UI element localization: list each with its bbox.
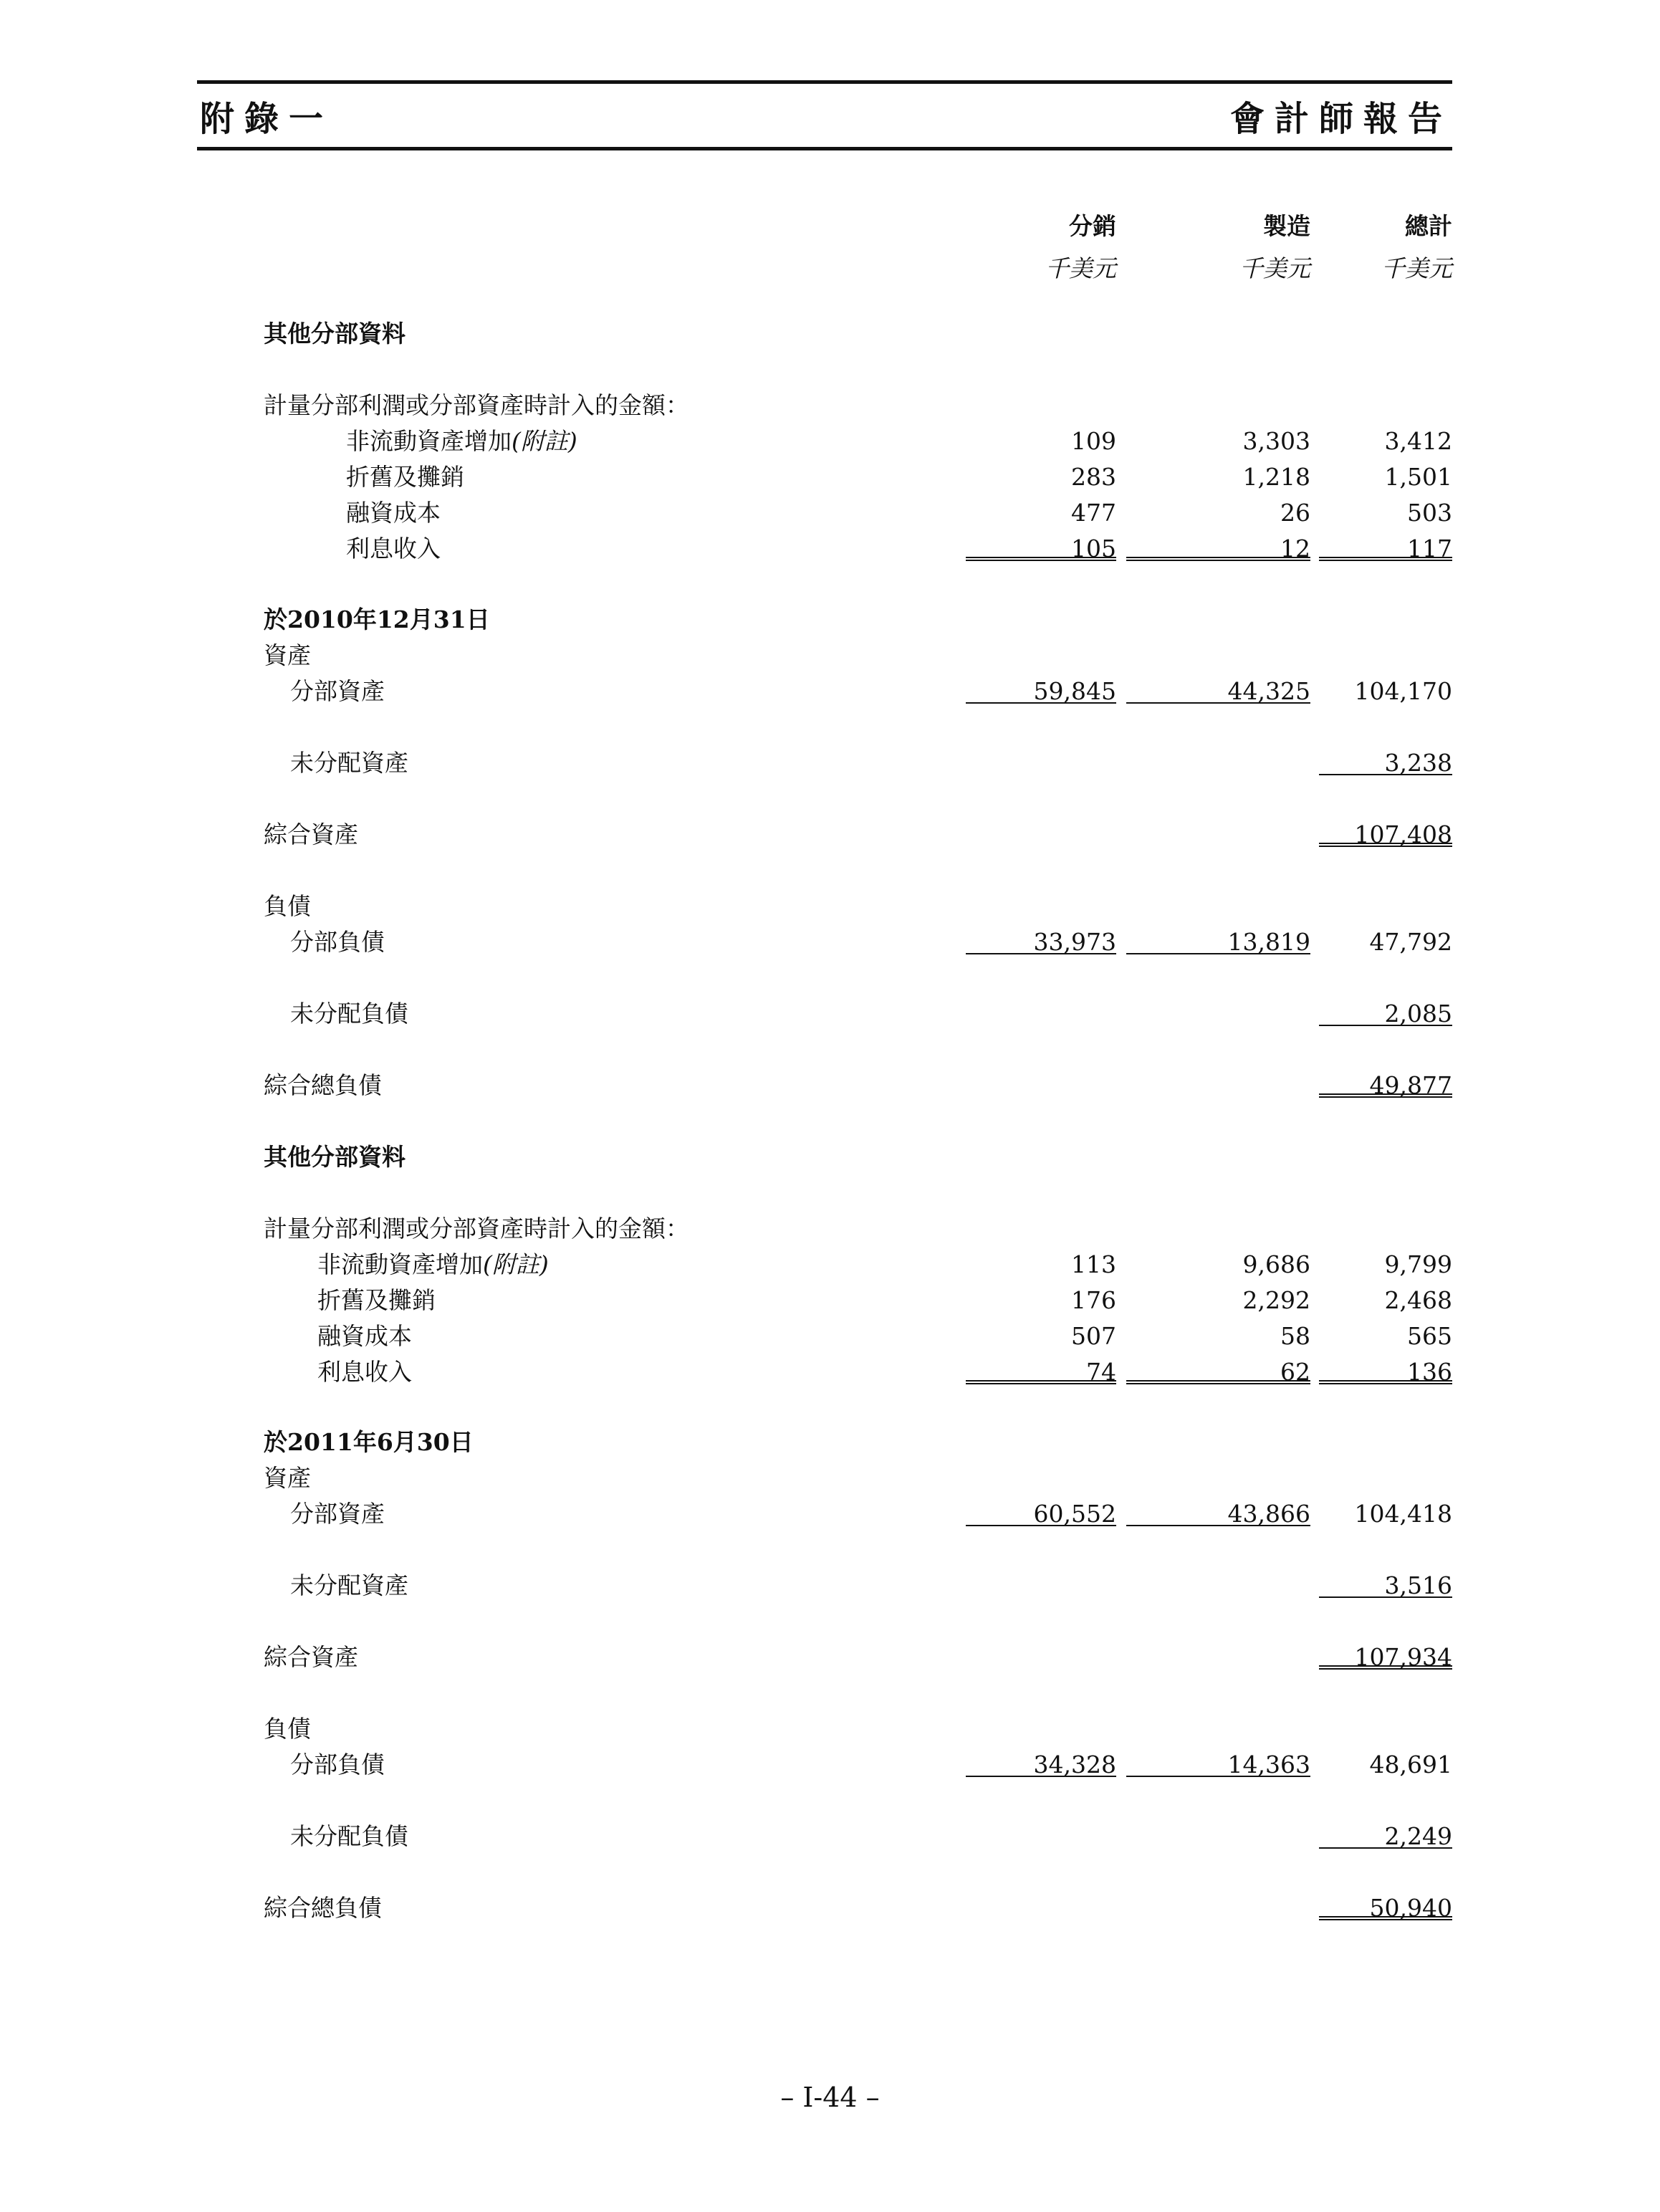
table-row [0,1747,1660,1783]
value-manufacturing: 62 [1126,1354,1310,1384]
value-total: 48,691 [1369,1751,1452,1778]
table-row [0,1496,1660,1532]
value-total: 3,516 [1319,1568,1452,1598]
table-row [0,495,1660,531]
value-distribution: 34,328 [966,1747,1116,1777]
value-manufacturing: 12 [1126,531,1310,561]
row-label: 分部資產 [290,677,385,705]
column-title: 製造 [1263,212,1310,240]
liabilities-heading [0,1711,1660,1747]
row-note: (附註) [512,427,577,455]
value-total: 47,792 [1369,928,1452,956]
table-row [0,1568,1660,1604]
value-distribution: 176 [1071,1286,1116,1314]
row-label: 未分配負債 [290,1000,408,1028]
value-distribution: 33,973 [966,924,1116,954]
row-note: (附註) [483,1250,549,1278]
value-manufacturing: 3,303 [1242,427,1310,455]
value-total: 49,877 [1319,1068,1452,1098]
section-heading [0,316,1660,352]
date-heading [0,602,1660,638]
table-row [0,924,1660,960]
row-label: 融資成本 [346,499,441,527]
value-total: 2,468 [1384,1286,1452,1314]
row-label: 綜合資產 [264,820,358,848]
table-row [0,1890,1660,1926]
column-unit: 千美元 [1381,254,1452,282]
value-manufacturing: 2,292 [1242,1286,1310,1314]
value-total: 565 [1407,1322,1452,1350]
value-total: 2,085 [1319,996,1452,1026]
row-label: 利息收入 [317,1358,412,1386]
value-distribution: 113 [1071,1250,1116,1278]
table-row [0,531,1660,567]
value-manufacturing: 1,218 [1242,463,1310,491]
value-total: 503 [1407,499,1452,527]
liabilities-heading-text: 負債 [264,1715,311,1743]
value-manufacturing: 9,686 [1242,1250,1310,1278]
table-row [0,817,1660,853]
row-label: 非流動資產增加(附註) [317,1250,549,1278]
column-header-distribution [966,208,1116,284]
row-label: 未分配資產 [290,749,408,777]
intro-row [0,388,1660,423]
value-manufacturing: 14,363 [1126,1747,1310,1777]
row-label: 折舊及攤銷 [346,463,464,491]
value-manufacturing: 44,325 [1126,674,1310,704]
value-distribution: 59,845 [966,674,1116,704]
value-total: 107,934 [1319,1639,1452,1670]
liabilities-heading-text: 負債 [264,892,311,920]
row-label: 利息收入 [346,535,441,562]
table-row [0,674,1660,709]
assets-heading [0,1460,1660,1496]
value-distribution: 477 [1071,499,1116,527]
assets-heading-text: 資產 [264,1464,311,1492]
table-row [0,1639,1660,1675]
row-label: 未分配負債 [290,1822,408,1850]
row-label: 綜合總負債 [264,1894,382,1922]
value-total: 104,418 [1354,1500,1452,1528]
row-label: 分部資產 [290,1500,385,1528]
table-row [0,1247,1660,1283]
intro-text: 計量分部利潤或分部資產時計入的金額： [264,391,689,419]
section-heading-text: 其他分部資料 [264,1143,406,1171]
value-total: 9,799 [1384,1250,1452,1278]
intro-text: 計量分部利潤或分部資產時計入的金額： [264,1215,689,1243]
value-distribution: 74 [966,1354,1116,1384]
value-manufacturing: 13,819 [1126,924,1310,954]
section-heading-text: 其他分部資料 [264,320,406,348]
value-manufacturing: 43,866 [1126,1496,1310,1526]
value-manufacturing: 58 [1280,1322,1310,1350]
liabilities-heading [0,889,1660,924]
table-row [0,1819,1660,1854]
report-title: 會計師報告 [1229,99,1452,139]
section-heading [0,1139,1660,1175]
appendix-title: 附錄一 [200,99,334,139]
column-header-manufacturing [1126,208,1310,284]
value-manufacturing: 26 [1280,499,1310,527]
page-number: – I-44 – [780,2082,880,2113]
value-distribution: 105 [966,531,1116,561]
table-row [0,423,1660,459]
value-distribution: 283 [1071,463,1116,491]
table-row [0,1283,1660,1318]
row-label: 融資成本 [317,1322,412,1350]
row-label: 非流動資產增加(附註) [346,427,577,455]
value-total: 107,408 [1319,817,1452,847]
value-total: 117 [1319,531,1452,561]
value-distribution: 507 [1071,1322,1116,1350]
value-distribution: 60,552 [966,1496,1116,1526]
value-distribution: 109 [1071,427,1116,455]
value-total: 3,412 [1384,427,1452,455]
value-total: 2,249 [1319,1819,1452,1849]
date-heading-text: 於2010年12月31日 [264,605,490,633]
assets-heading [0,638,1660,674]
value-total: 50,940 [1319,1890,1452,1920]
assets-heading-text: 資產 [264,641,311,669]
table-row [0,996,1660,1032]
value-total: 104,170 [1354,677,1452,705]
column-unit: 千美元 [1045,254,1116,282]
date-heading [0,1425,1660,1460]
row-label: 分部負債 [290,1751,385,1778]
column-title: 總計 [1405,212,1452,240]
column-unit: 千美元 [1239,254,1310,282]
table-row [0,459,1660,495]
column-header-total [1319,208,1452,284]
value-total: 136 [1319,1354,1452,1384]
row-label: 分部負債 [290,928,385,956]
date-heading-text: 於2011年6月30日 [264,1428,474,1456]
value-total: 3,238 [1319,745,1452,775]
row-label: 折舊及攤銷 [317,1286,436,1314]
table-row [0,1318,1660,1354]
table-row [0,745,1660,781]
table-row [0,1068,1660,1103]
row-label: 綜合總負債 [264,1071,382,1099]
column-title: 分銷 [1069,212,1116,240]
intro-row [0,1211,1660,1247]
table-row [0,1354,1660,1390]
row-label: 綜合資產 [264,1643,358,1671]
row-label: 未分配資產 [290,1571,408,1599]
value-total: 1,501 [1384,463,1452,491]
page-header [197,80,1452,150]
